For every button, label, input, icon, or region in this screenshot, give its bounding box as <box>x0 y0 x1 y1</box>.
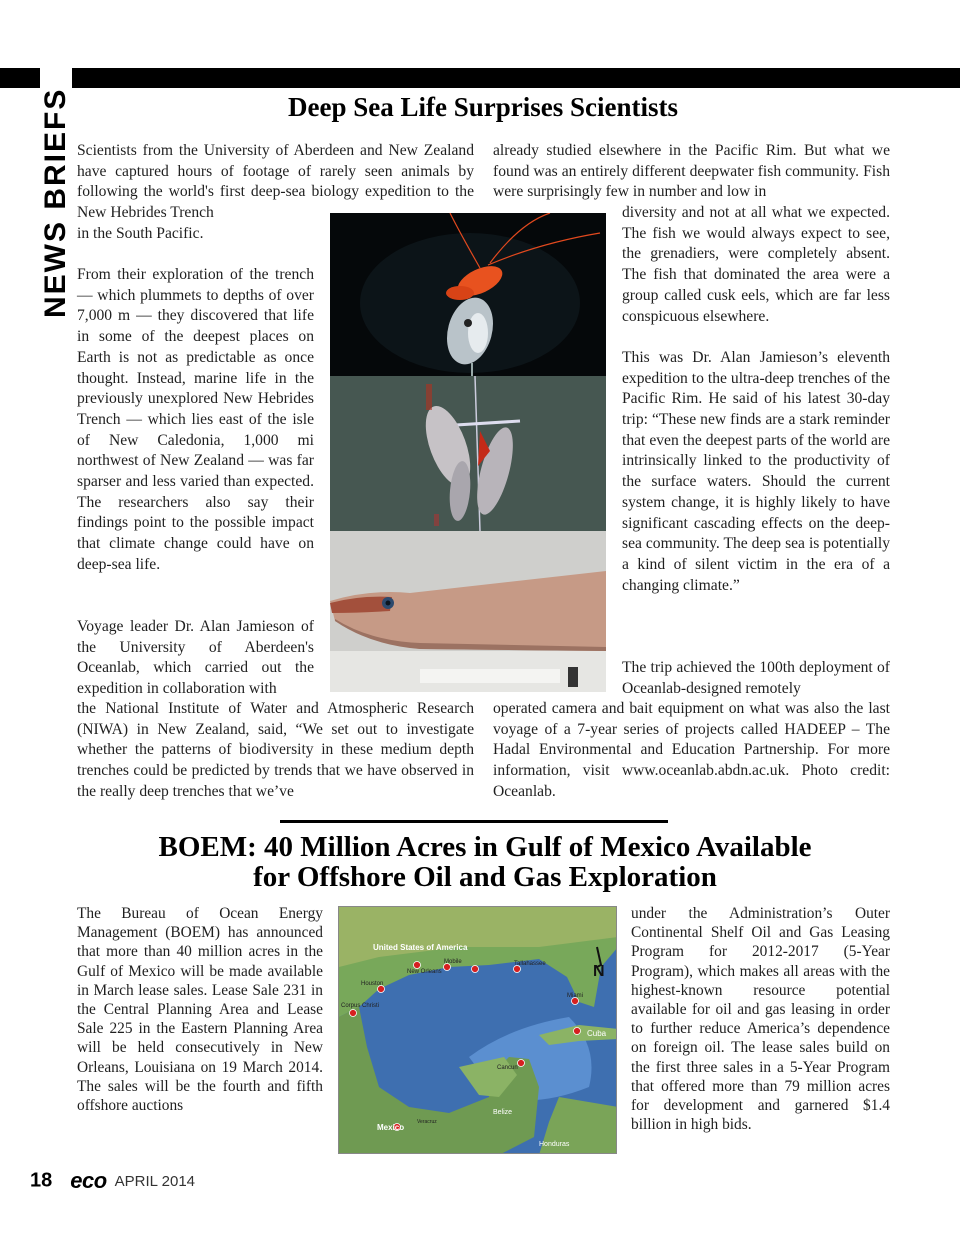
article-2-col-left <box>77 904 323 1115</box>
paragraph: under the Administration’s Outer Continental Shelf Oil and Gas Leasing Program for 2012-2017 (5-Year Program), which makes all areas with the highest-known resource potential available for oil and gas leasing in order to further reduce America’s dependence on foreign oil. The lease sales build on the first three sales in a 5-Year Program that offered more than 79 million acres for development and garnered $1.4 billion in high bids. <box>631 905 890 1134</box>
article-1-col2-top <box>493 141 890 203</box>
article-divider <box>280 820 668 823</box>
map-label-mexico: Mexico <box>377 1123 405 1132</box>
paragraph: diversity and not at all what we expected. The fish we would always expect to see, the grenadiers, were completely absent. The fish that dominated the area were a group called cusk eels, which are far less conspicuous elsewhere. <box>622 204 890 325</box>
magazine-logo: eco <box>70 1168 107 1193</box>
map-label-cuba: Cuba <box>587 1029 607 1038</box>
map-label-tallahassee: Tallahassee <box>514 961 546 967</box>
paragraph: The Bureau of Ocean Energy Management (BOEM) has announced that more than 40 million acres in the Gulf of Mexico will be made available in March lease sales. Lease Sale 231 in the Central Planning Area and Lease Sale 225 in the Eastern Planning Area will be held consecutively in New Orleans, Louisiana on 19 March 2014. The sales will be the fourth and fifth offshore auctions <box>77 905 323 1115</box>
article-1-col1-intro <box>77 141 474 224</box>
page-number: 18 <box>30 1169 53 1192</box>
article-1-col2-p3 <box>622 658 890 699</box>
paragraph: This was Dr. Alan Jamieson’s eleventh expedition to the ultra-deep trenches of the Pacific Rim. He said of his latest 30-day trip: “These new finds are a stark reminder that even the deepest parts of the world are intrinsically linked to the productivity of the surface waters. Should the current system change, it is highly likely to have significant cascading effects on the deep-sea community. The deep sea is potentially a kind of silent victim in the era of a changing climate.” <box>622 348 890 594</box>
article-2-title <box>110 832 860 892</box>
header-bar <box>0 68 960 88</box>
article-2-title-line-1: BOEM: 40 Million Acres in Gulf of Mexico Available <box>158 831 812 863</box>
paragraph: already studied elsewhere in the Pacific Rim. But what we found was an entirely different deepwater fish community. Fish were surprisingly few in number and low in <box>493 142 890 201</box>
article-1-col1-body <box>77 265 314 576</box>
article-2-title-line-2: for Offshore Oil and Gas Exploration <box>253 861 717 893</box>
page-footer <box>30 1168 195 1194</box>
article-1-col2-body <box>622 203 890 596</box>
photo-cusk-eels-bait <box>330 376 606 531</box>
map-label-houston: Houston <box>361 981 384 987</box>
photo-cusk-eel-specimen <box>330 531 606 692</box>
map-label-miami: Miami <box>567 993 583 999</box>
map-label-corpus-christi: Corpus Christi <box>341 1003 380 1009</box>
article-1-col1-p3-tail <box>77 699 474 803</box>
paragraph: in the South Pacific. <box>77 225 204 242</box>
issue-date: APRIL 2014 <box>114 1172 196 1190</box>
paragraph: operated camera and bait equipment on what was also the last voyage of a 7-year series of projects called HADEEP – The Hadal Environmental and Education Partnership. For more information, visit www.oceanlab.abdn.ac.uk. Photo credit: Oceanlab. <box>493 700 890 800</box>
article-2-col-right <box>631 904 890 1134</box>
north-arrow-icon: N <box>593 963 605 980</box>
paragraph: From their exploration of the trench — which plummets to depths of over 7,000 m — they discovered that life in some of the deepest places on Earth is not as predictable as once thought. Instead, marine life in the previously unexplored New Hebrides Trench — which lies east of the isle of New Caledonia, 1,000 mi northwest of New Zealand — was far sparser and less varied than expected. The researchers also say their findings point to the possible impact that climate change could have on deep-sea life. <box>77 266 314 573</box>
paragraph: the National Institute of Water and Atmospheric Research (NIWA) in New Zealand, said, “We set out to investigate whether the patterns of biodiversity in these medium depth trenches could be predicted by trends that we have observed in the really deep trenches that we’ve <box>77 700 474 800</box>
gulf-of-mexico-map <box>338 906 617 1154</box>
map-label-usa: United States of America <box>373 943 468 952</box>
article-1-title: Deep Sea Life Surprises Scientists <box>288 92 678 122</box>
map-label-belize: Belize <box>493 1109 513 1116</box>
map-label-honduras: Honduras <box>539 1141 570 1148</box>
photo-shrimp-on-bait <box>330 213 606 376</box>
article-1-col2-p3-tail <box>493 699 890 803</box>
map-label-cancun: Cancun <box>497 1065 518 1071</box>
paragraph: Scientists from the University of Aberdeen and New Zealand have captured hours of footage of rarely seen animals by following the world's first deep-sea biology expedition to the New Hebrides Trench <box>77 142 474 222</box>
map-label-veracruz: Veracruz <box>417 1119 437 1125</box>
article-1-col1-p3 <box>77 617 314 700</box>
article-1-col1-intro-tail <box>77 224 314 245</box>
paragraph: Voyage leader Dr. Alan Jamieson of the University of Aberdeen's Oceanlab, which carried out the expedition in collaboration with <box>77 618 314 698</box>
map-label-mobile: Mobile <box>444 959 462 965</box>
section-label: NEWS BRIEFS <box>39 87 72 318</box>
paragraph: The trip achieved the 100th deployment of Oceanlab-designed remotely <box>622 659 890 697</box>
map-label-new-orleans: New Orleans <box>407 969 442 975</box>
